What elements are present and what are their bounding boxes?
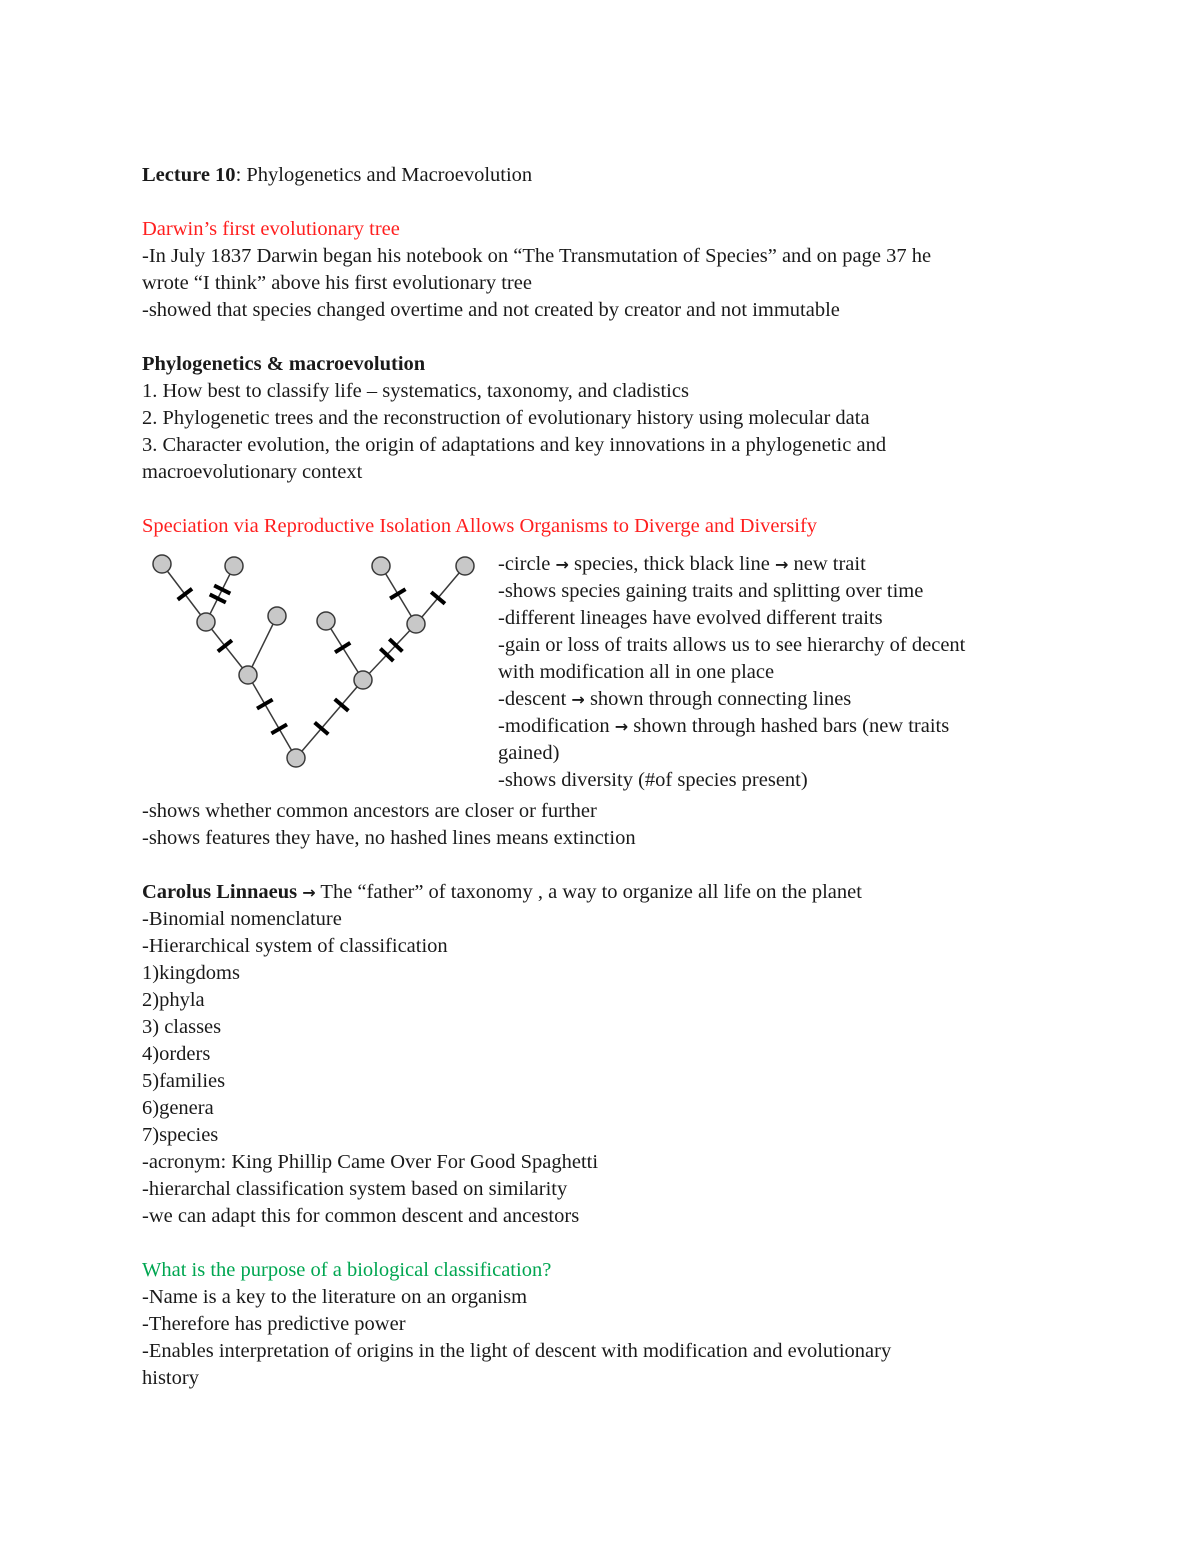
note-descent [498, 686, 1062, 713]
right-arrow-icon: → [614, 717, 629, 736]
phylo-item-3: 3. Character evolution, the origin of adaptations and key innovations in a phylogenetic and [142, 434, 887, 456]
linnaeus-line: 6)genera [142, 1097, 214, 1119]
linnaeus-line: 3) classes [142, 1016, 222, 1038]
purpose-heading: What is the purpose of a biological classification? [142, 1259, 552, 1281]
trait-bar [210, 594, 226, 602]
right-arrow-icon: → [302, 883, 316, 902]
phylo-item-2: 2. Phylogenetic trees and the reconstruction of evolutionary history using molecular data [142, 407, 870, 429]
speciation-after-2: -shows features they have, no hashed lines means extinction [142, 827, 636, 849]
right-arrow-icon: → [571, 690, 585, 709]
lecture-number: Lecture 10 [142, 164, 236, 186]
note-modification-cont: gained) [498, 742, 560, 764]
note-circle-a: -circle [498, 553, 556, 575]
linnaeus-line: -acronym: King Phillip Came Over For Good Spaghetti [142, 1151, 599, 1173]
tree-notes [498, 551, 1062, 794]
note-lineages: -different lineages have evolved different traits [498, 607, 883, 629]
linnaeus-name: Carolus Linnaeus [142, 881, 303, 903]
purpose-line: history [142, 1367, 199, 1389]
speciation-after-1: -shows whether common ancestors are closer or further [142, 800, 597, 822]
darwin-line-2: wrote “I think” above his first evolutionary tree [142, 272, 532, 294]
lecture-topic: : Phylogenetics and Macroevolution [235, 164, 533, 186]
note-hierarchy: -gain or loss of traits allows us to see hierarchy of decent [498, 634, 966, 656]
linnaeus-line: -we can adapt this for common descent and ancestors [142, 1205, 580, 1227]
linnaeus-line: -Hierarchical system of classification [142, 935, 448, 957]
species-node [354, 671, 372, 689]
note-mod-b: shown through hashed bars (new traits [628, 715, 950, 737]
phylo-heading-text: Phylogenetics & macroevolution [142, 353, 426, 375]
note-hierarchy-cont: with modification all in one place [498, 661, 775, 683]
species-node [225, 557, 243, 575]
tree-branch [363, 624, 416, 680]
note-descent-b: shown through connecting lines [584, 688, 852, 710]
purpose-line: -Name is a key to the literature on an organism [142, 1286, 528, 1308]
species-node [268, 607, 286, 625]
linnaeus-line: 2)phyla [142, 989, 205, 1011]
right-arrow-icon: → [555, 555, 569, 574]
note-diversity: -shows diversity (#of species present) [498, 769, 808, 791]
linnaeus-line: -hierarchal classification system based on similarity [142, 1178, 568, 1200]
phylogenetic-tree-diagram [150, 551, 480, 781]
tree-branch [326, 621, 363, 680]
phylo-heading [142, 351, 1062, 378]
document-page [142, 162, 1062, 1392]
species-node [197, 613, 215, 631]
species-node [317, 612, 335, 630]
tree-branch [248, 616, 277, 675]
linnaeus-line: 7)species [142, 1124, 219, 1146]
note-circle-b: species, thick black line [568, 553, 775, 575]
lecture-title [142, 162, 1062, 189]
linnaeus-heading [142, 879, 1062, 906]
tree-branch [206, 622, 248, 675]
species-node [153, 555, 171, 573]
tree-trait-bars [178, 585, 445, 734]
tree-branch [248, 675, 296, 758]
note-modification [498, 713, 1062, 740]
note-gaining: -shows species gaining traits and splitting over time [498, 580, 924, 602]
darwin-line-1: -In July 1837 Darwin began his notebook on “The Transmutation of Species” and on page 37 he [142, 245, 932, 267]
linnaeus-line: 1)kingdoms [142, 962, 240, 984]
trait-bar [431, 592, 445, 604]
right-arrow-icon: → [774, 555, 789, 574]
note-circle-c: new trait [788, 553, 866, 575]
speciation-figure-row [142, 551, 1062, 798]
trait-bar [390, 589, 405, 598]
purpose-line: -Enables interpretation of origins in the light of descent with modification and evolutionary [142, 1340, 892, 1362]
phylo-item-3-cont: macroevolutionary context [142, 461, 363, 483]
speciation-heading: Speciation via Reproductive Isolation Allows Organisms to Diverge and Diversify [142, 515, 818, 537]
note-mod-a: -modification [498, 715, 615, 737]
species-node [287, 749, 305, 767]
linnaeus-line: 5)families [142, 1070, 226, 1092]
purpose-line: -Therefore has predictive power [142, 1313, 406, 1335]
note-circle [498, 551, 1062, 578]
tree-branches [162, 564, 465, 758]
linnaeus-line: 4)orders [142, 1043, 211, 1065]
trait-bar [218, 640, 232, 651]
tree-branch [416, 566, 465, 624]
species-node [456, 557, 474, 575]
tree-branch [296, 680, 363, 758]
trait-bar [335, 643, 350, 653]
tree-species-nodes [153, 555, 474, 767]
trait-bar [315, 722, 329, 734]
darwin-heading: Darwin’s first evolutionary tree [142, 218, 400, 240]
linnaeus-line: -Binomial nomenclature [142, 908, 342, 930]
trait-bar [271, 724, 287, 733]
linnaeus-desc: The “father” of taxonomy , a way to organize all life on the planet [315, 881, 862, 903]
note-descent-a: -descent [498, 688, 572, 710]
trait-bar [178, 589, 192, 600]
darwin-line-3: -showed that species changed overtime and not created by creator and not immutable [142, 299, 840, 321]
species-node [372, 557, 390, 575]
trait-bar [214, 585, 230, 593]
species-node [239, 666, 257, 684]
species-node [407, 615, 425, 633]
phylo-item-1: 1. How best to classify life – systematics, taxonomy, and cladistics [142, 380, 689, 402]
trait-bar [335, 699, 349, 711]
trait-bar [257, 700, 273, 709]
